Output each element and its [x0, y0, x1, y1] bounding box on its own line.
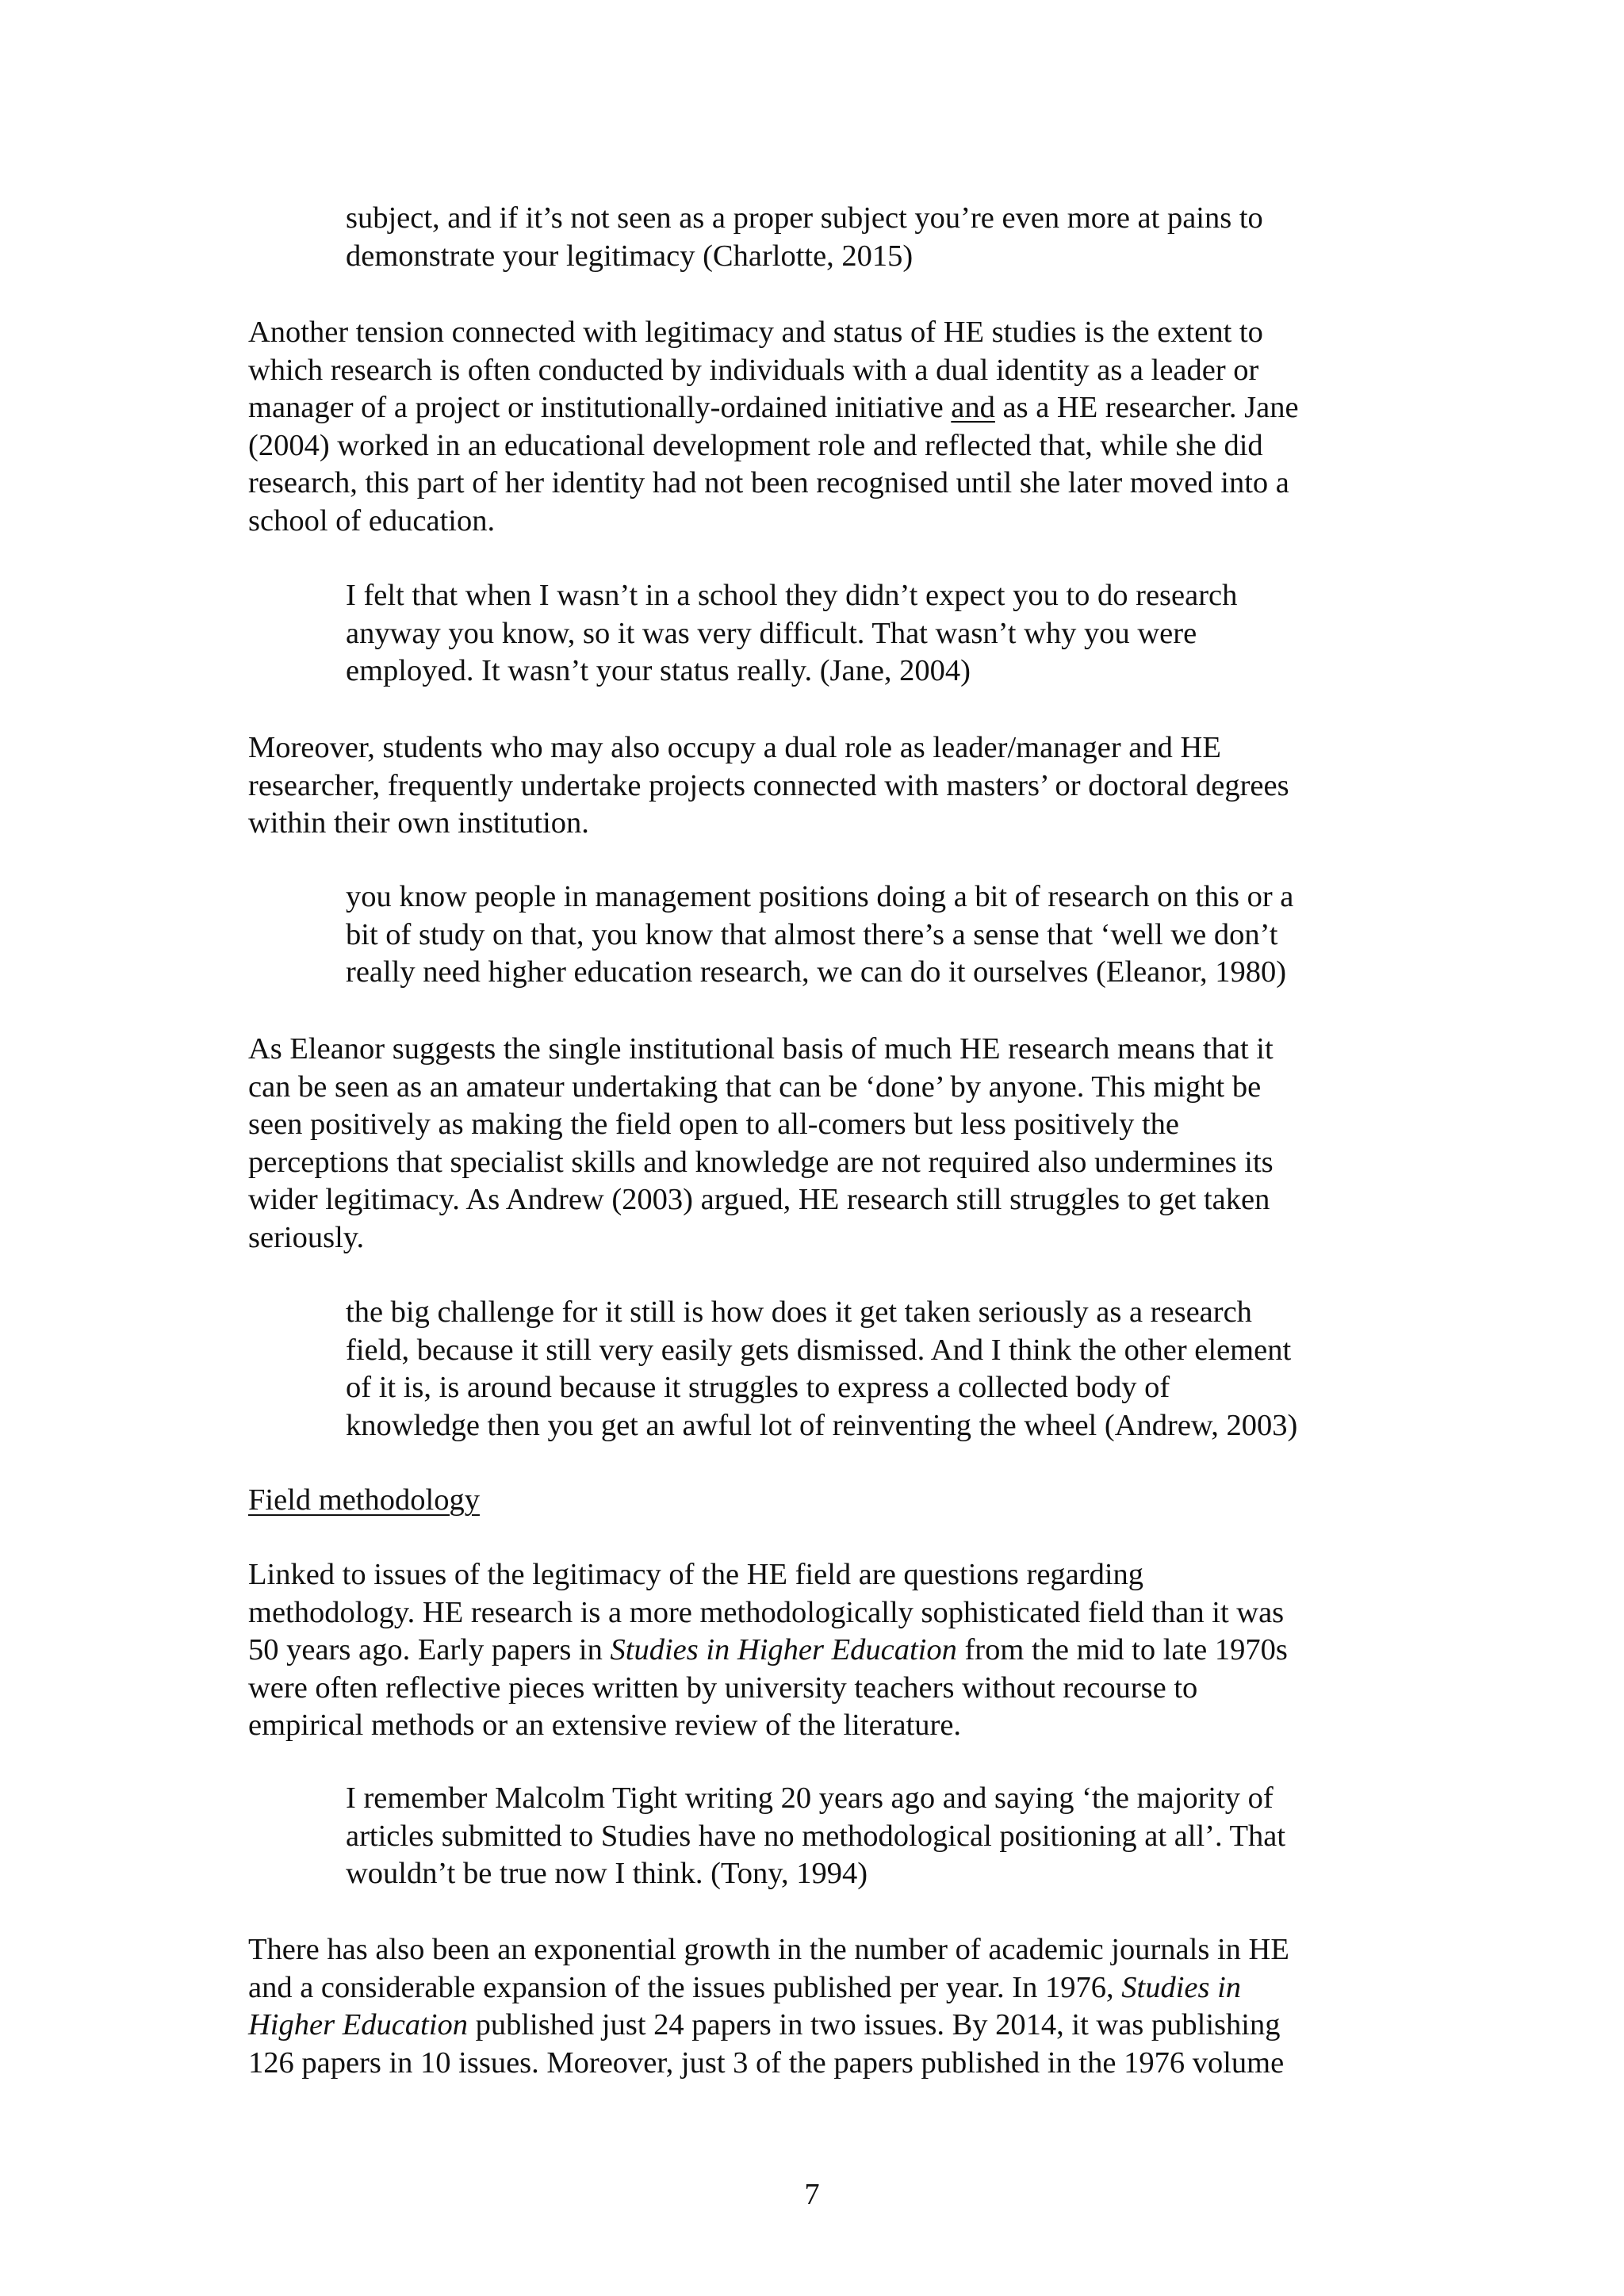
paragraph-line: can be seen as an amateur undertaking that can be ‘done’ by anyone. This might be: [248, 1070, 1262, 1104]
paragraph-line: seriously.: [248, 1220, 365, 1254]
journal-title: Higher Education: [248, 2008, 468, 2042]
underlined-emphasis: and: [951, 391, 995, 424]
text-run: as a HE researcher. Jane: [994, 391, 1299, 424]
quote-line: really need higher education research, we can do it ourselves (Eleanor, 1980): [346, 955, 1287, 989]
quote-line: you know people in management positions doing a bit of research on this or a: [346, 880, 1294, 913]
journal-title: Studies in: [1121, 1970, 1242, 2004]
quote-line: wouldn’t be true now I think. (Tony, 1994): [346, 1857, 868, 1890]
text-run: published just 24 papers in two issues. By 2014, it was publishing: [467, 2008, 1281, 2042]
paragraph-methodology: [248, 1556, 1382, 1745]
paragraph-line: [248, 389, 1382, 427]
text-run: 50 years ago. Early papers in: [248, 1633, 611, 1667]
paragraph-line: [248, 1632, 1382, 1670]
paragraph-amateur-undertaking: [248, 1031, 1382, 1257]
text-run: and a considerable expansion of the issues published per year. In 1976,: [248, 1970, 1122, 2004]
paragraph-line: There has also been an exponential growth in the number of academic journals in HE: [248, 1933, 1289, 1966]
journal-title: Studies in Higher Education: [610, 1633, 957, 1667]
block-quote-eleanor: [346, 878, 1385, 992]
text-run: manager of a project or institutionally-ordained initiative: [248, 391, 952, 424]
quote-line: subject, and if it’s not seen as a proper subject you’re even more at pains to: [346, 201, 1263, 235]
paragraph-line: wider legitimacy. As Andrew (2003) argued, HE research still struggles to get taken: [248, 1183, 1270, 1216]
quote-line: field, because it still very easily gets dismissed. And I think the other element: [346, 1333, 1292, 1367]
paragraph-line: Linked to issues of the legitimacy of the HE field are questions regarding: [248, 1558, 1144, 1591]
paragraph-line: perceptions that specialist skills and knowledge are not required also undermines its: [248, 1145, 1274, 1179]
paragraph-line: (2004) worked in an educational development role and reflected that, while she did: [248, 428, 1263, 462]
paragraph-journal-growth: [248, 1931, 1382, 2082]
paragraph-line: empirical methods or an extensive review of the literature.: [248, 1709, 962, 1742]
quote-line: the big challenge for it still is how does it get taken seriously as a research: [346, 1295, 1252, 1329]
text-run: from the mid to late 1970s: [956, 1633, 1288, 1667]
paragraph-line: within their own institution.: [248, 806, 589, 840]
quote-line: knowledge then you get an awful lot of reinventing the wheel (Andrew, 2003): [346, 1408, 1298, 1442]
paragraph-line: school of education.: [248, 503, 496, 538]
paragraph-line: were often reflective pieces written by university teachers without recourse to: [248, 1670, 1198, 1705]
quote-line: of it is, is around because it struggles to express a collected body of: [346, 1371, 1170, 1404]
paragraph-line: methodology. HE research is a more methodologically sophisticated field than it was: [248, 1595, 1285, 1629]
block-quote-jane: [346, 577, 1385, 691]
quote-line: bit of study on that, you know that almost there’s a sense that ‘well we don’t: [346, 917, 1278, 951]
paragraph-dual-identity: [248, 314, 1382, 540]
paragraph-line: [248, 2007, 1382, 2045]
paragraph-line: As Eleanor suggests the single institutional basis of much HE research means that it: [248, 1032, 1274, 1066]
paragraph-line: research, this part of her identity had not been recognised until she later moved into a: [248, 466, 1289, 499]
quote-line: anyway you know, so it was very difficult. That wasn’t why you were: [346, 616, 1197, 650]
page-number: 7: [804, 2178, 820, 2211]
paragraph-line: which research is often conducted by individuals with a dual identity as a leader or: [248, 353, 1259, 387]
quote-line: I remember Malcolm Tight writing 20 years ago and saying ‘the majority of: [346, 1781, 1274, 1815]
paragraph-line: 126 papers in 10 issues. Moreover, just 3 of the papers published in the 1976 volume: [248, 2045, 1285, 2080]
block-quote-tony: [346, 1780, 1385, 1893]
paragraph-line: seen positively as making the field open to all-comers but less positively the: [248, 1108, 1180, 1141]
quote-line: employed. It wasn’t your status really. (Jane, 2004): [346, 654, 971, 687]
paragraph-line: Another tension connected with legitimacy and status of HE studies is the extent to: [248, 316, 1263, 349]
quote-line: articles submitted to Studies have no methodological positioning at all’. That: [346, 1819, 1286, 1853]
quote-line: demonstrate your legitimacy (Charlotte, 2015): [346, 239, 914, 273]
quote-line: I felt that when I wasn’t in a school they didn’t expect you to do research: [346, 579, 1238, 612]
paragraph-dual-role-students: [248, 729, 1382, 843]
paragraph-line: researcher, frequently undertake projects connected with masters’ or doctoral degrees: [248, 768, 1289, 802]
section-heading: Field methodology: [248, 1483, 480, 1517]
block-quote-andrew: [346, 1294, 1385, 1445]
paragraph-line: [248, 1969, 1382, 2007]
paragraph-line: Moreover, students who may also occupy a dual role as leader/manager and HE: [248, 731, 1221, 764]
block-quote-charlotte: [346, 200, 1385, 275]
